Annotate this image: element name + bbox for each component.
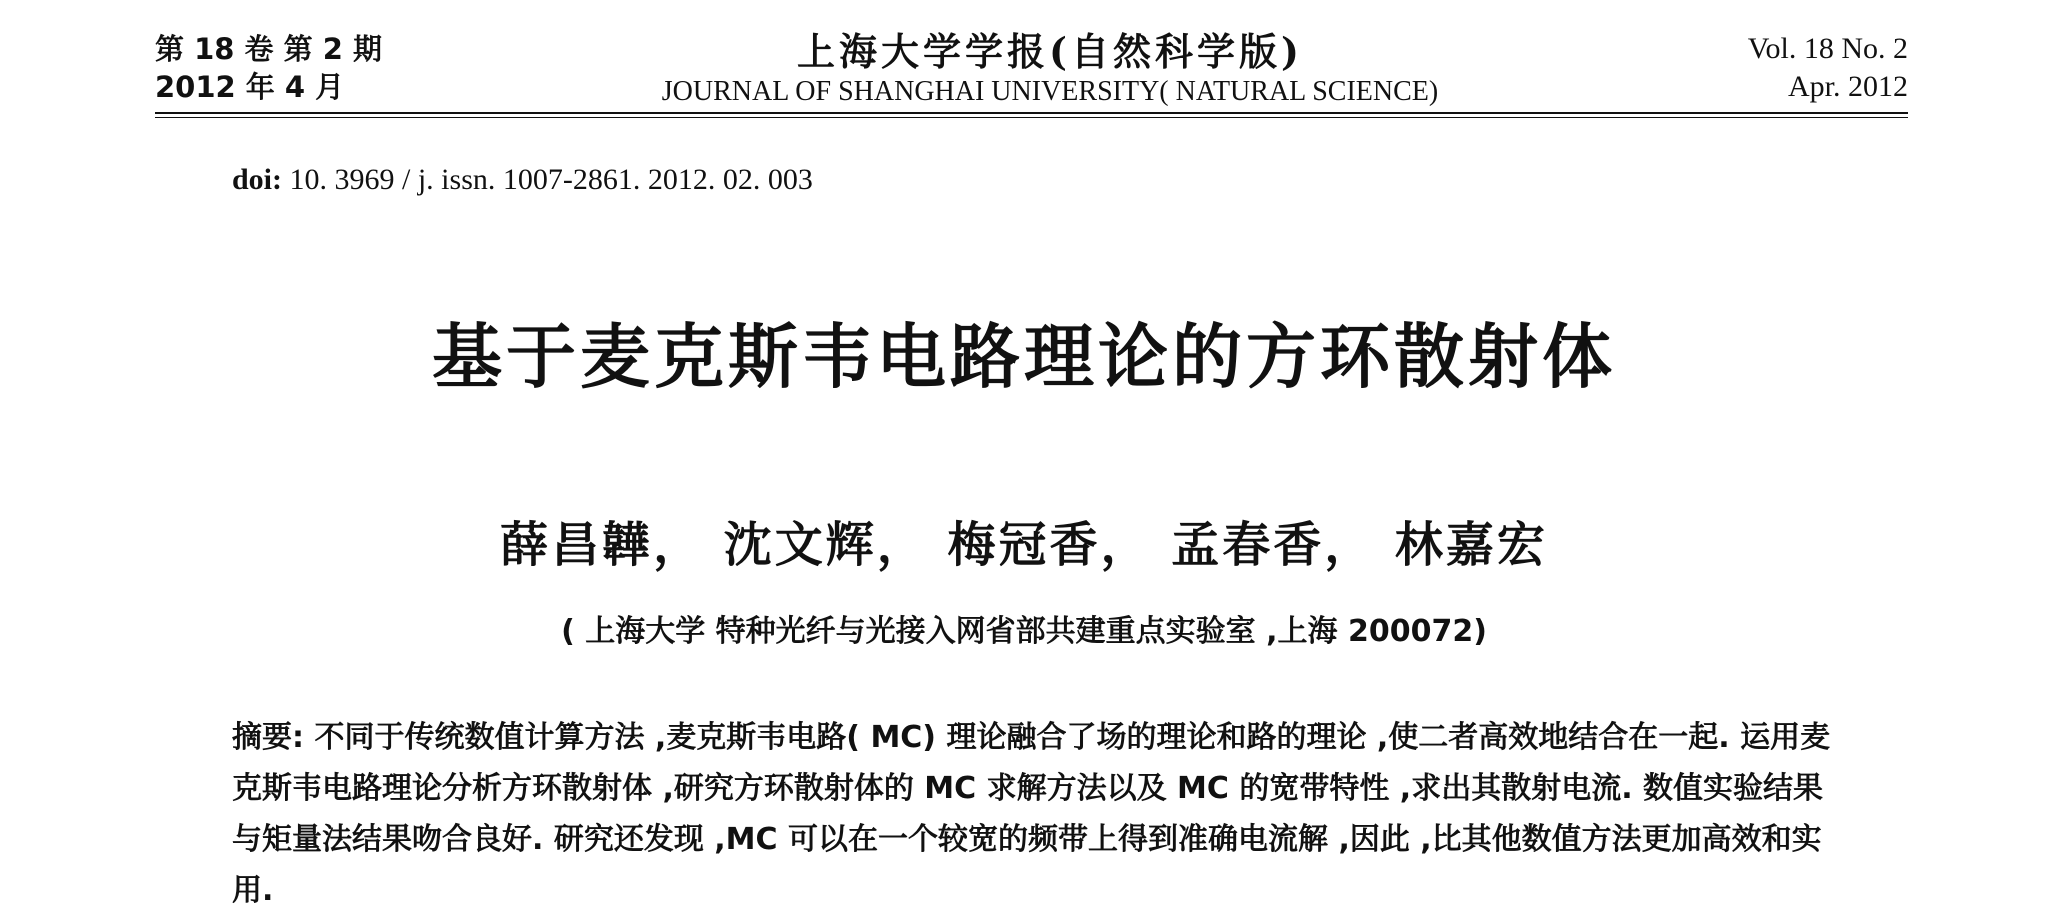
abstract-label: 摘要: — [232, 720, 304, 755]
header-rule-thin — [155, 117, 1908, 118]
journal-masthead — [640, 30, 1460, 110]
publication-date-en: Apr. 2012 — [1788, 70, 1908, 103]
header-right — [1748, 30, 1908, 106]
header-left — [155, 30, 382, 106]
doi-label: doi: — [232, 163, 283, 196]
doi-value: 10. 3969 / j. issn. 1007-2861. 2012. 02. 003 — [282, 163, 813, 196]
doi-line — [232, 160, 813, 200]
abstract — [232, 712, 1832, 916]
abstract-text: 不同于传统数值计算方法 ,麦克斯韦电路( MC) 理论融合了场的理论和路的理论 ,使二者高效地结合在一起. 运用麦克斯韦电路理论分析方环散射体 ,研究方环散射体的 MC 求解方法以及 MC 的宽带特性 ,求出其散射电流. 数值实验结果与矩量法结果吻合良好. 研究还发现 ,MC 可以在一个较宽的频带上得到准确电流解 ,因此 ,比其他数值方法更加高效和实用. — [232, 720, 1831, 908]
journal-name-cn: 上海大学学报(自然科学版) — [797, 29, 1303, 74]
paper-title: 基于麦克斯韦电路理论的方环散射体 — [432, 316, 1616, 398]
header-rule-thick — [155, 112, 1908, 114]
publication-date-cn: 2012 年 4 月 — [155, 70, 345, 104]
journal-name-en: JOURNAL OF SHANGHAI UNIVERSITY( NATURAL SCIENCE) — [661, 76, 1439, 107]
volume-issue-en: Vol. 18 No. 2 — [1747, 32, 1908, 65]
author-list: 薛昌韡， 沈文辉， 梅冠香， 孟春香， 林嘉宏 — [500, 517, 1548, 573]
volume-issue-cn: 第 18 卷 第 2 期 — [155, 32, 383, 66]
affiliation: ( 上海大学 特种光纤与光接入网省部共建重点实验室 ,上海 200072) — [561, 614, 1487, 649]
